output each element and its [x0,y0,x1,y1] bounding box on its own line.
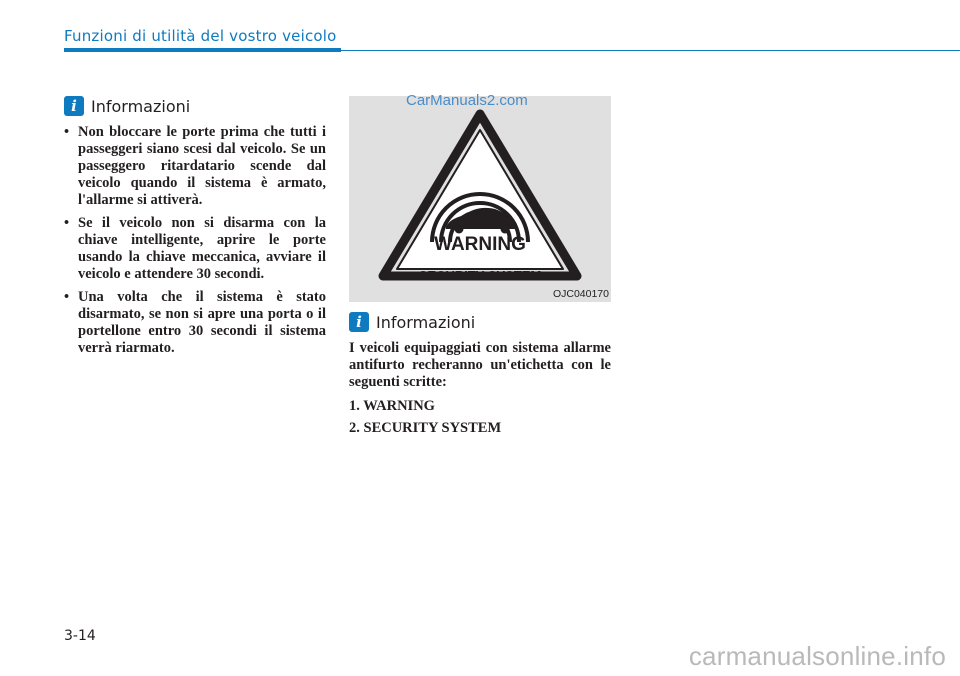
header-rule-thin [341,50,960,51]
info-icon: i [349,312,369,332]
security-system-label-text: SECURITY SYSTEM [418,268,542,283]
info-title: Informazioni [91,96,191,116]
page-number: 3-14 [64,628,96,644]
info-heading-left [64,96,190,116]
info-paragraph: I veicoli equipaggiati con sistema allarme antifurto recheranno un'etichetta con le seguenti scritte: [349,340,611,390]
bullet-dot: • [64,289,70,305]
list-item [64,215,326,283]
list-item: 1. WARNING [349,398,435,414]
list-item [64,289,326,357]
car-wheel-front [455,225,464,234]
bullet-dot: • [64,124,70,140]
list-item: 2. SECURITY SYSTEM [349,420,502,436]
header-rule-thick [64,48,341,52]
info-icon: i [64,96,84,116]
warning-label-text: WARNING [434,234,526,255]
info-title: Informazioni [376,312,476,332]
bullet-dot: • [64,215,70,231]
info-body-right [349,340,611,442]
site-watermark: CarManuals2.com [406,92,528,109]
section-title: Funzioni di utilità del vostro veicolo [64,27,337,45]
figure-code: OJC040170 [552,288,609,300]
info-bullets [64,124,326,363]
bullet-text: Una volta che il sistema è stato disarmato, se non si apre una porta o il portellone entro 30 secondi il sistema verrà riarmato. [78,289,326,356]
warning-label-figure [349,92,611,302]
list-item [64,124,326,209]
bullet-text: Non bloccare le porte prima che tutti i passeggeri siano scesi dal veicolo. Se un passeggero ritardatario scende dal veicolo quando il sistema è armato, l'allarme si attiverà. [78,124,326,208]
info-heading-right [349,312,475,332]
warning-triangle-illustration [349,96,611,302]
footer-watermark: carmanualsonline.info [688,641,946,671]
car-wheel-rear [501,225,510,234]
bullet-text: Se il veicolo non si disarma con la chiave intelligente, aprire le porte usando la chiave meccanica, avviare il veicolo e attendere 30 secondi. [78,215,326,282]
